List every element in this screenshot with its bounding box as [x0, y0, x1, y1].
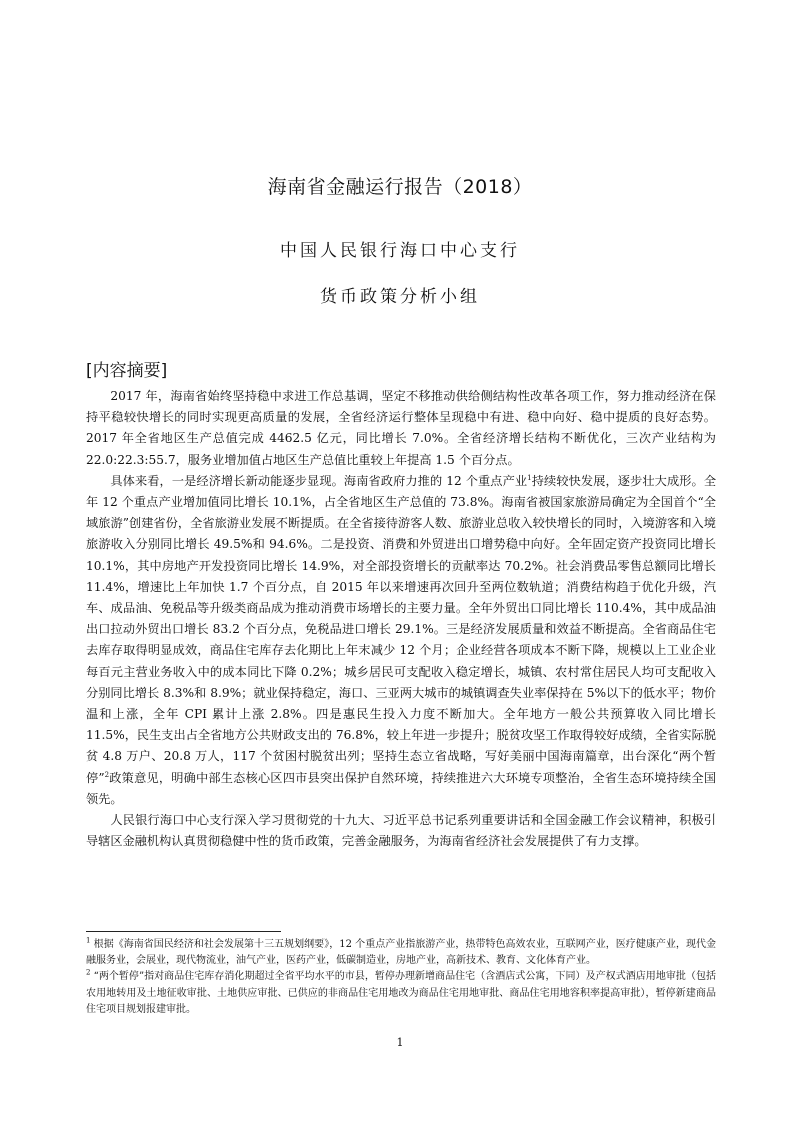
- document-title: 海南省金融运行报告（2018）: [267, 176, 533, 198]
- paragraph-3: [86, 810, 716, 852]
- paragraph-text: 政策意见，明确中部生态核心区四市县突出保护自然环境，持续推进六大环境专项整治，全省生态环境持续全国领先。: [86, 770, 717, 806]
- footnote-text: 根据《海南省国民经济和社会发展第十三五规划纲要》，12 个重点产业指旅游产业，热带特色高效农业，互联网产业，医疗健康产业，现代金融服务业，会展业，现代物流业，油气产业，医药产业，低碳制造业，房地产业，高新技术、教育、文化体育产业。: [86, 939, 716, 967]
- footnote-1: [86, 937, 716, 969]
- paragraph-text: 人民银行海口中心支行深入学习贯彻党的十九大、习近平总书记系列重要讲话和全国金融工作会议精神，积极引导辖区金融机构认真贯彻稳健中性的货币政策，完善金融服务，为海南省经济社会发展提供了有力支撑。: [86, 813, 716, 849]
- footnote-number: 2: [86, 969, 91, 978]
- page-number: 1: [396, 1036, 404, 1049]
- footnote-ref-2[interactable]: 2: [104, 770, 110, 779]
- paragraph-text: 具体来看，一是经济增长新动能逐步显现。海南省政府力推的 12 个重点产业: [110, 473, 528, 488]
- abstract-body: [86, 386, 716, 852]
- paragraph-2: [86, 471, 716, 810]
- footnote-2: [86, 969, 716, 1018]
- footnote-divider: [86, 931, 281, 932]
- footnote-ref-1[interactable]: 1: [527, 473, 532, 482]
- author-group: 货币政策分析小组: [320, 287, 480, 307]
- paragraph-text: 持续较快发展，逐步壮大成形。全年 12 个重点产业增加值同比增长 10.1%，占全省地区生产总值的 73.8%。海南省被国家旅游局确定为全国首个“全域旅游”创建省份，全省旅游业发展不断提质。在全省接待游客人数、旅游业总收入较快增长的同时，入境游客和入境旅游收入分别同比增长 49.5%和 94.6%。二是投资、消费和外贸进出口增势稳中向好。全年固定资产投资同比增长 10.1%，其中房地产开发投资同比增长 14.9%，对全部投资增长的贡献率达 70.2%。社会消费品零售总额同比增长 11.4%，增速比上年加快 1.7 个百分点，自 2015 年以来增速再次回升至两位数轨道；消费结构趋于优化升级，汽车、成品油、免税品等升级类商品成为推动消费市场增长的主要力量。全年外贸出口同比增长 110.4%，其中成品油出口拉动外贸出口增长 83.2 个百分点，免税品进口增长 29.1%。三是经济发展质量和效益不断提高。全省商品住宅去库存取得明显成效，商品住宅库存去化期比上年末减少 12 个月；企业经营各项成本不断下降，规模以上工业企业每百元主营业务收入中的成本同比下降 0.2%；城乡居民可支配收入稳定增长，城镇、农村常住居民人均可支配收入分别同比增长 8.3%和 8.9%；就业保持稳定，海口、三亚两大城市的城镇调查失业率保持在 5%以下的低水平；物价温和上涨，全年 CPI 累计上涨 2.8%。四是惠民生投入力度不断加大。全年地方一般公共预算收入同比增长 11.5%，民生支出占全省地方公共财政支出的 76.8%，较上年进一步提升；脱贫攻坚工作取得较好成绩，全省实际脱贫 4.8 万户、20.8 万人，117 个贫困村脱贫出列；坚持生态立省战略，写好美丽中国海南篇章，出台深化“两个暂停”: [86, 473, 717, 785]
- paragraph-1: [86, 386, 716, 471]
- footnote-number: 1: [86, 936, 91, 945]
- footnote-text: “两个暂停”指对商品住宅库存消化期超过全省平均水平的市县，暂停办理新增商品住宅（含酒店式公寓，下同）及产权式酒店用地审批（包括农用地转用及土地征收审批、土地供应审批、已供应的非商品住宅用地改为商品住宅用地审批、商品住宅用地容积率提高审批），暂停新建商品住宅项目规划报建审批。: [86, 971, 716, 1015]
- footnotes: [86, 937, 716, 1018]
- issuing-organization: 中国人民银行海口中心支行: [280, 241, 520, 261]
- section-heading-abstract: [内容摘要]: [86, 361, 168, 381]
- paragraph-text: 2017 年，海南省始终坚持稳中求进工作总基调，坚定不移推动供给侧结构性改革各项工作，努力推动经济在保持平稳较快增长的同时实现更高质量的发展，全省经济运行整体呈现稳中有进、稳中向好、稳中提质的良好态势。2017 年全省地区生产总值完成 4462.5 亿元，同比增长 7.0%。全省经济增长结构不断优化，三次产业结构为 22.0:22.3:55.7，服务业增加值占地区生产总值比重较上年提高 1.5 个百分点。: [86, 389, 716, 467]
